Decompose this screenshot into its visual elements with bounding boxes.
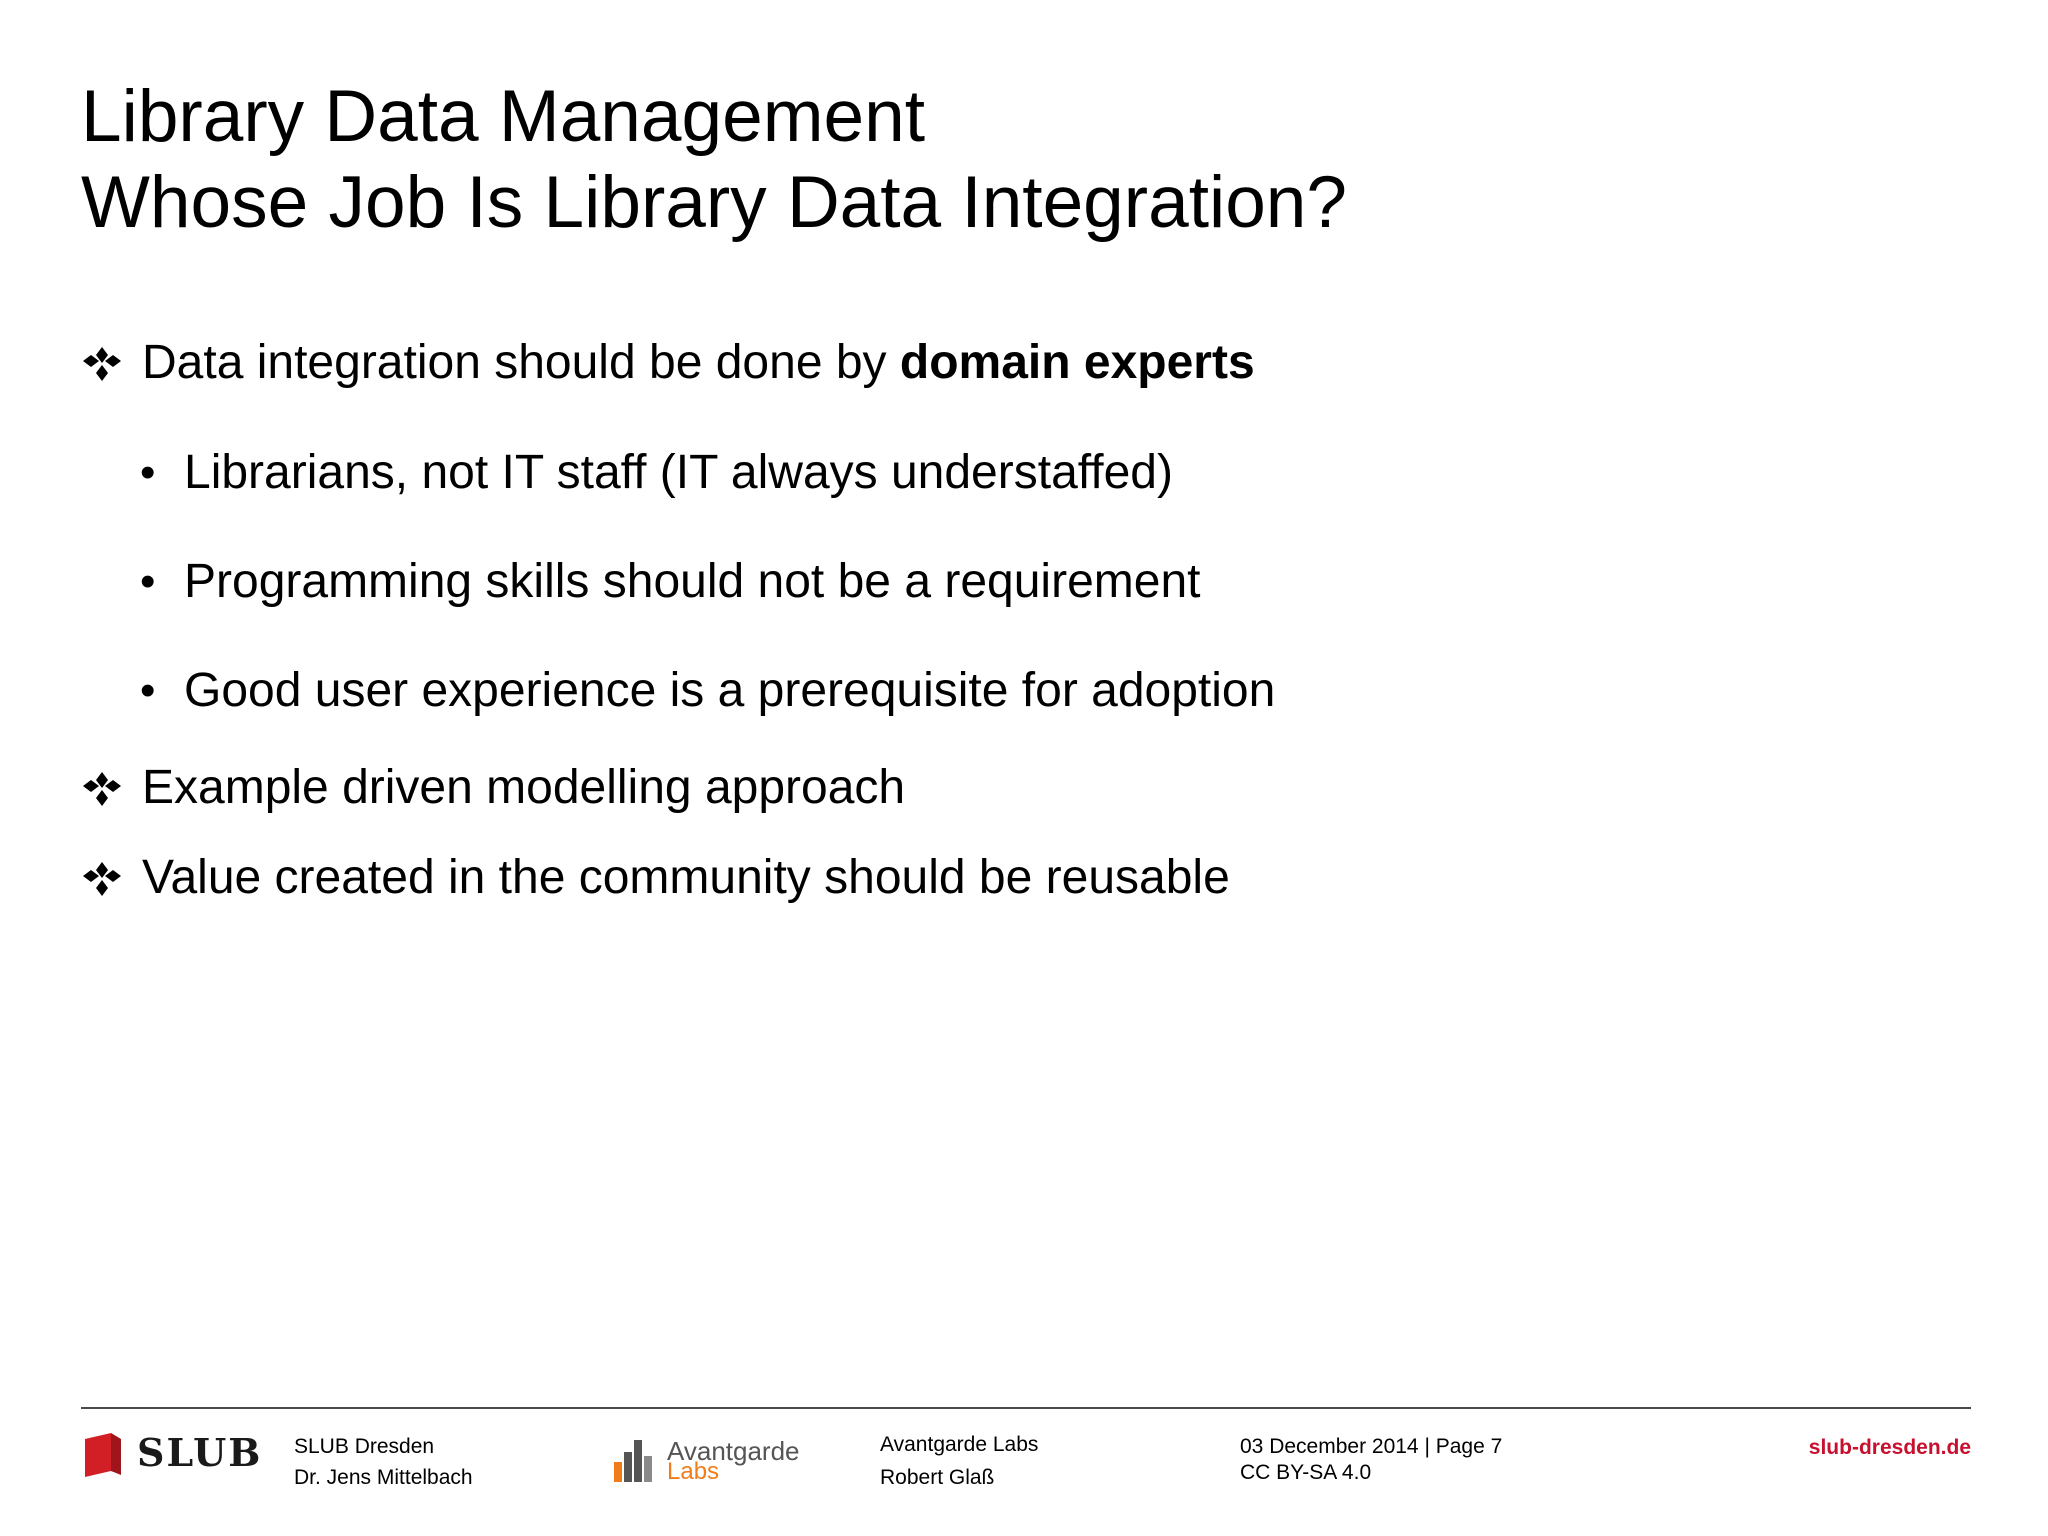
footer-partner-person: Robert Glaß	[880, 1466, 995, 1489]
sub-bullet-text: Programming skills should not be a requirement	[184, 555, 1201, 608]
slub-book-icon	[81, 1431, 129, 1479]
bullet-text	[142, 335, 1255, 391]
dot-bullet-icon: •	[140, 666, 156, 715]
sub-bullet-text: Librarians, not IT staff (IT always understaffed)	[184, 446, 1173, 499]
footer-license: CC BY-SA 4.0	[1240, 1461, 1372, 1484]
footer-partner-name: Avantgarde Labs	[880, 1433, 1039, 1456]
slub-logo-text: SLUB	[137, 1430, 263, 1475]
slub-logo	[81, 1428, 263, 1478]
dot-bullet-icon: •	[140, 557, 156, 606]
diamond-bullet-icon	[81, 335, 131, 391]
avantgarde-labs-logo	[612, 1432, 812, 1488]
footer-date-page: 03 December 2014 | Page 7	[1240, 1435, 1503, 1458]
slide-title-line-1: Library Data Management	[81, 76, 925, 157]
dot-bullet-icon: •	[140, 448, 156, 497]
bullet-text: Example driven modelling approach	[142, 761, 906, 814]
diamond-bullet-icon	[81, 760, 131, 816]
avantgarde-logo-word: Avantgarde	[667, 1436, 800, 1466]
sub-bullet-text: Good user experience is a prerequisite for adoption	[184, 664, 1276, 717]
bullet-text: Value created in the community should be reusable	[142, 851, 1230, 904]
bullet-text-bold: domain experts	[899, 336, 1255, 389]
footer-website-link[interactable]: slub-dresden.de	[1808, 1436, 1971, 1459]
labs-logo-word: Labs	[667, 1458, 720, 1485]
diamond-bullet-icon	[81, 850, 131, 906]
bullet-text-prefix: Data integration should be done by	[142, 336, 900, 389]
avantgarde-bars-icon	[612, 1438, 662, 1484]
slide-title-line-2: Whose Job Is Library Data Integration?	[81, 162, 1347, 243]
footer-org-person: Dr. Jens Mittelbach	[294, 1466, 473, 1489]
footer-divider	[81, 1407, 1971, 1409]
slide-title	[81, 74, 1581, 246]
footer-org-name: SLUB Dresden	[294, 1435, 435, 1458]
